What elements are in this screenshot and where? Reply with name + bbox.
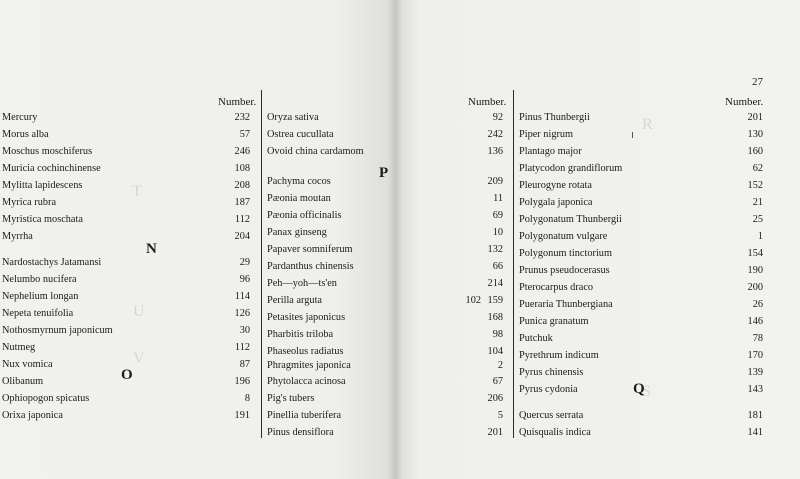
entry-number: 159	[487, 295, 503, 306]
entry-number: 104	[487, 346, 503, 357]
index-entry	[0, 160, 250, 177]
index-entry	[519, 296, 763, 313]
section-letter-p: P	[379, 165, 389, 181]
index-entry	[0, 211, 250, 228]
entry-number: 208	[234, 180, 250, 191]
entry-number: 200	[747, 282, 763, 293]
column-header-3: Number.	[725, 96, 764, 108]
entry-number: 246	[234, 146, 250, 157]
index-entry	[267, 207, 503, 224]
entry-name: Phytolacca acinosa	[267, 376, 346, 387]
entry-number: 191	[234, 410, 250, 421]
entry-name: Papaver somniferum	[267, 244, 353, 255]
entry-name: Pinus Thunbergii	[519, 112, 590, 123]
entry-number: 168	[487, 312, 503, 323]
entry-name: Orixa japonica	[2, 410, 63, 421]
entry-number: 139	[747, 367, 763, 378]
index-column-2	[267, 0, 503, 479]
column-divider	[513, 90, 514, 438]
index-entry	[519, 194, 763, 211]
entry-name: Morus alba	[2, 129, 49, 140]
index-entry	[267, 126, 503, 143]
index-entry	[0, 407, 250, 424]
index-entry	[267, 326, 503, 343]
entry-name: Pinus densiflora	[267, 427, 334, 438]
entry-number: 209	[487, 176, 503, 187]
entry-number: 11	[493, 193, 503, 204]
index-entry	[267, 173, 503, 190]
index-entry	[267, 390, 503, 407]
entry-number: 98	[492, 329, 503, 340]
index-entry	[0, 356, 250, 373]
entry-number: 2	[497, 360, 503, 371]
entry-name: Oryza sativa	[267, 112, 319, 123]
entry-number: 62	[752, 163, 763, 174]
show-through-mark: T	[132, 183, 142, 200]
entry-number: 112	[234, 342, 250, 353]
index-entry	[0, 271, 250, 288]
entry-name: Plantago major	[519, 146, 582, 157]
index-entry	[519, 109, 763, 126]
entry-number: 29	[239, 257, 250, 268]
entry-name: Ophiopogon spicatus	[2, 393, 90, 404]
entry-number: 78	[752, 333, 763, 344]
entry-number: 5	[497, 410, 503, 421]
index-entry	[267, 275, 503, 292]
entry-name: Nux vomica	[2, 359, 53, 370]
index-entry	[0, 339, 250, 356]
entry-number: 132	[487, 244, 503, 255]
entry-name: Panax ginseng	[267, 227, 327, 238]
entry-number: 114	[234, 291, 250, 302]
entry-name: Pyrus chinensis	[519, 367, 584, 378]
column-header-1: Number.	[218, 96, 257, 108]
index-entry	[519, 143, 763, 160]
entry-name: Phragmites japonica	[267, 360, 351, 371]
index-entry	[267, 258, 503, 275]
index-entry	[0, 194, 250, 211]
column-divider	[261, 90, 262, 438]
index-entry	[267, 190, 503, 207]
index-entry	[267, 373, 503, 390]
entry-number: 21	[752, 197, 763, 208]
entry-name: Polygala japonica	[519, 197, 593, 208]
index-entry	[267, 109, 503, 126]
entry-name: Myristica moschata	[2, 214, 83, 225]
page-number: 27	[752, 76, 763, 88]
entry-number: 108	[234, 163, 250, 174]
entry-name: Quisqualis indica	[519, 427, 591, 438]
show-through-mark: R	[642, 116, 653, 133]
entry-name: Punica granatum	[519, 316, 589, 327]
entry-number: 154	[747, 248, 763, 259]
show-through-mark: V	[133, 350, 145, 367]
entry-name: Myrrha	[2, 231, 33, 242]
entry-number: 152	[747, 180, 763, 191]
entry-number: 69	[492, 210, 503, 221]
entry-number: 170	[747, 350, 763, 361]
index-entry	[0, 143, 250, 160]
index-entry	[519, 177, 763, 194]
entry-number: 187	[234, 197, 250, 208]
index-entry	[519, 279, 763, 296]
entry-name: Pueraria Thunbergiana	[519, 299, 613, 310]
entry-number: 181	[747, 410, 763, 421]
entry-number: 96	[239, 274, 250, 285]
entry-name: Ovoid china cardamom	[267, 146, 364, 157]
entry-name: Pardanthus chinensis	[267, 261, 354, 272]
entry-name: Pæonia officinalis	[267, 210, 342, 221]
entry-name: Nepeta tenuifolia	[2, 308, 74, 319]
entry-name: Perilla arguta	[267, 295, 322, 306]
index-entry	[519, 330, 763, 347]
entry-number: 201	[747, 112, 763, 123]
entry-name: Pæonia moutan	[267, 193, 331, 204]
entry-number: 130	[747, 129, 763, 140]
index-entry	[0, 305, 250, 322]
index-entry	[0, 288, 250, 305]
index-entry	[519, 245, 763, 262]
entry-extra-number: 102	[465, 295, 481, 306]
entry-number: 206	[487, 393, 503, 404]
index-entry	[519, 364, 763, 381]
index-entry	[267, 241, 503, 258]
entry-number: 204	[234, 231, 250, 242]
entry-number: 66	[492, 261, 503, 272]
index-entry	[267, 407, 503, 424]
index-entry	[267, 292, 503, 309]
entry-number: 196	[234, 376, 250, 387]
entry-name: Quercus serrata	[519, 410, 584, 421]
entry-number: 232	[234, 112, 250, 123]
entry-number: 8	[244, 393, 250, 404]
entry-number: 143	[747, 384, 763, 395]
entry-number: 141	[747, 427, 763, 438]
entry-number: 30	[239, 325, 250, 336]
index-entry	[0, 322, 250, 339]
entry-name: Olibanum	[2, 376, 44, 387]
entry-name: Pharbitis triloba	[267, 329, 334, 340]
index-entry	[519, 407, 763, 424]
entry-number: 190	[747, 265, 763, 276]
entry-name: Muricia cochinchinense	[2, 163, 101, 174]
index-entry	[519, 313, 763, 330]
section-letter-n: N	[146, 241, 157, 257]
index-column-1	[0, 0, 250, 479]
entry-number: 26	[752, 299, 763, 310]
index-entry	[519, 381, 763, 398]
entry-name: Pinellia tuberifera	[267, 410, 342, 421]
column-header-2: Number.	[468, 96, 507, 108]
entry-name: Pyrethrum indicum	[519, 350, 599, 361]
entry-number: 242	[487, 129, 503, 140]
entry-name: Pachyma cocos	[267, 176, 331, 187]
entry-name: Pyrus cydonia	[519, 384, 578, 395]
entry-name: Pterocarpus draco	[519, 282, 594, 293]
index-entry	[519, 228, 763, 245]
entry-number: 92	[492, 112, 503, 123]
entry-name: Moschus moschiferus	[2, 146, 93, 157]
entry-name: Putchuk	[519, 333, 553, 344]
index-entry	[519, 424, 763, 441]
index-entry	[0, 254, 250, 271]
show-through-mark: U	[133, 303, 145, 320]
index-column-3	[519, 0, 763, 479]
entry-name: Polygonatum Thunbergii	[519, 214, 622, 225]
entry-number: 25	[752, 214, 763, 225]
index-entry	[519, 347, 763, 364]
entry-name: Pig's tubers	[267, 393, 315, 404]
entry-number: 67	[492, 376, 503, 387]
entry-name: Mercury	[2, 112, 38, 123]
show-through-mark: S	[642, 383, 651, 400]
entry-number: 214	[487, 278, 503, 289]
index-entry	[267, 357, 503, 374]
index-entry	[0, 373, 250, 390]
entry-name: Mylitta lapidescens	[2, 180, 83, 191]
entry-name: Pleurogyne rotata	[519, 180, 592, 191]
entry-name: Nothosmyrnum japonicum	[2, 325, 113, 336]
index-entry	[519, 211, 763, 228]
index-entry	[267, 424, 503, 441]
entry-name: Petasites japonicus	[267, 312, 346, 323]
entry-name: Phaseolus radiatus	[267, 346, 344, 357]
entry-name: Nardostachys Jatamansi	[2, 257, 102, 268]
entry-name: Piper nigrum	[519, 129, 574, 140]
entry-number: 146	[747, 316, 763, 327]
index-entry	[0, 228, 250, 245]
entry-name: Nelumbo nucifera	[2, 274, 77, 285]
entry-name: Myrica rubra	[2, 197, 57, 208]
section-letter-o: O	[121, 367, 133, 383]
entry-name: Platycodon grandiflorum	[519, 163, 623, 174]
entry-number: 160	[747, 146, 763, 157]
entry-name: Polygonum tinctorium	[519, 248, 612, 259]
entry-number: 1	[757, 231, 763, 242]
entry-number: 136	[487, 146, 503, 157]
entry-number: 57	[239, 129, 250, 140]
entry-number: 201	[487, 427, 503, 438]
index-entry	[267, 309, 503, 326]
index-entry	[267, 224, 503, 241]
entry-name: Nutmeg	[2, 342, 36, 353]
index-entry	[267, 143, 503, 160]
index-entry	[0, 126, 250, 143]
section-letter-q: Q	[633, 381, 645, 397]
entry-name: Ostrea cucullata	[267, 129, 334, 140]
entry-name: Polygonatum vulgare	[519, 231, 608, 242]
entry-number: 87	[239, 359, 250, 370]
entry-number: 10	[492, 227, 503, 238]
entry-number: 112	[234, 214, 250, 225]
entry-name: Peh—yoh—ts'en	[267, 278, 337, 289]
index-entry	[519, 160, 763, 177]
entry-name: Prunus pseudocerasus	[519, 265, 610, 276]
index-entry	[519, 262, 763, 279]
index-entry	[519, 126, 763, 143]
entry-number: 126	[234, 308, 250, 319]
index-entry	[0, 390, 250, 407]
entry-name: Nephelium longan	[2, 291, 79, 302]
index-entry	[0, 109, 250, 126]
index-entry	[0, 177, 250, 194]
